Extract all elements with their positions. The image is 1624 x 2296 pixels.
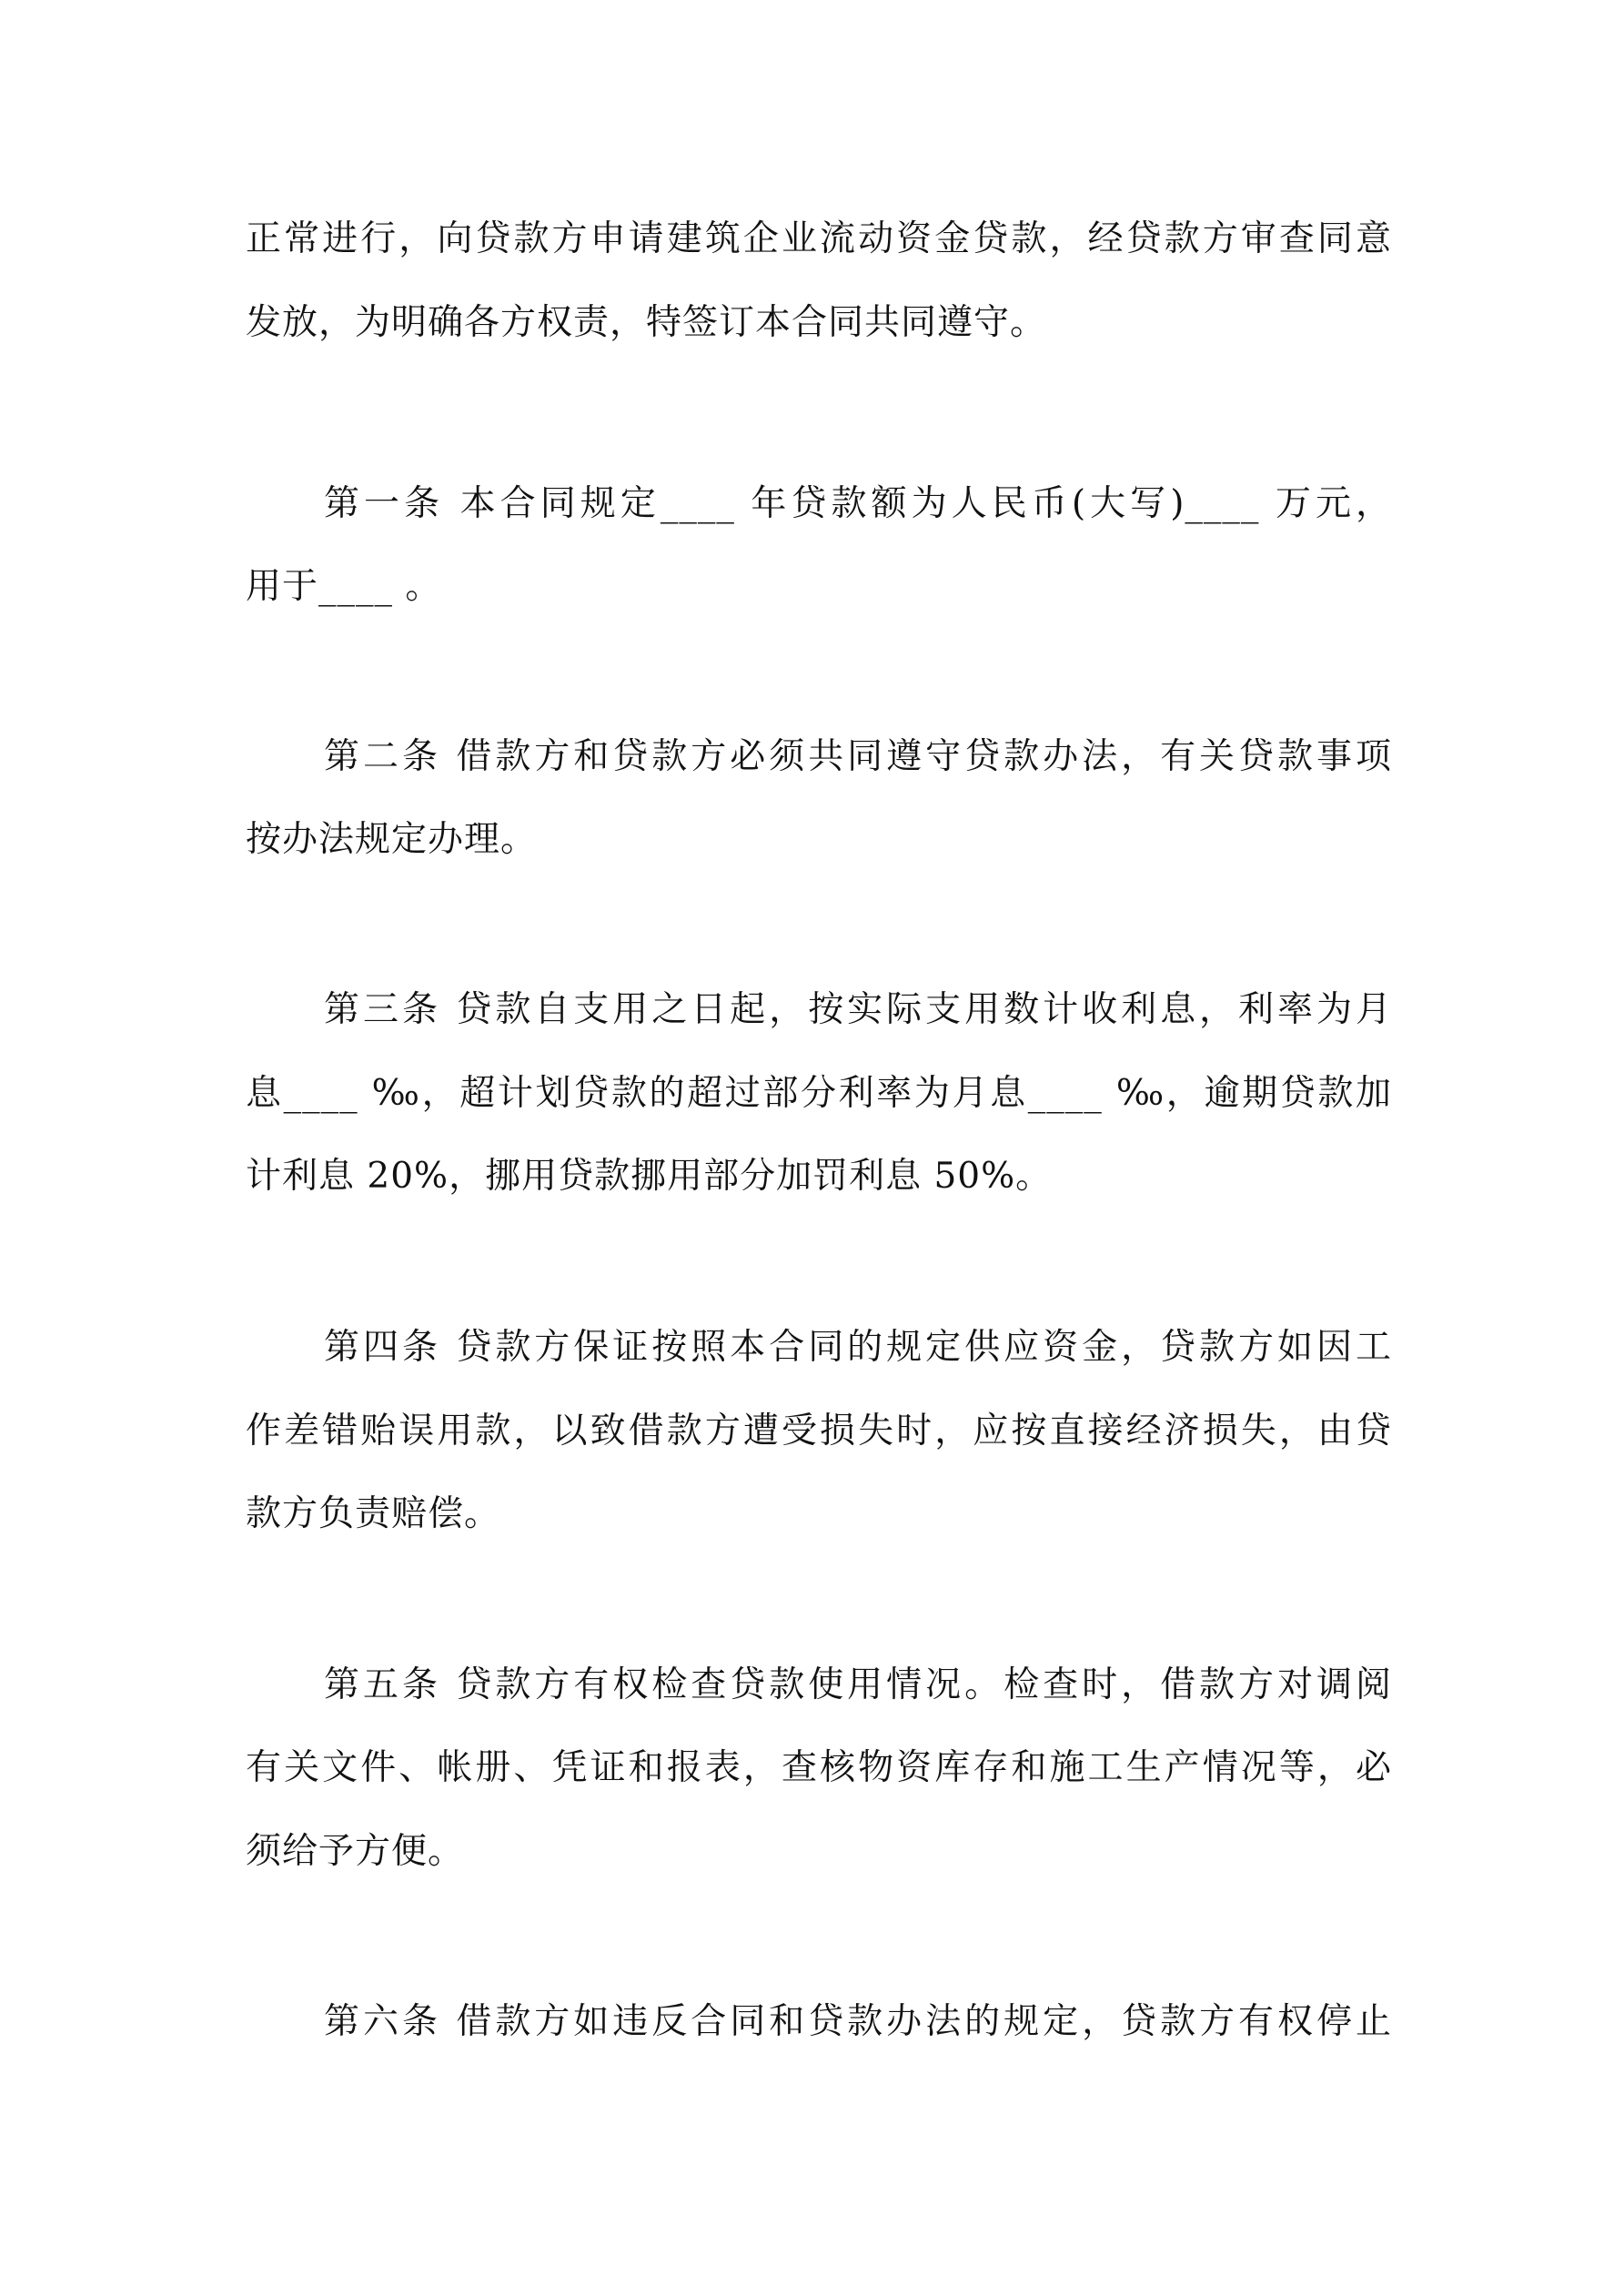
article-1-line-1: 第一条 本合同规定____ 年贷款额为人民币(大写)____ 万元，	[324, 483, 1392, 524]
article-3-line-2: 息____ ‰，超计划贷款的超过部分利率为月息____ ‰，逾期贷款加	[246, 1073, 1392, 1114]
article-3-line-3: 计利息 20%，挪用贷款挪用部分加罚利息 50%。	[246, 1156, 1053, 1197]
article-4-line-3: 款方负责赔偿。	[246, 1493, 501, 1534]
preamble-line-1: 正常进行，向贷款方申请建筑企业流动资金贷款，经贷款方审查同意	[246, 218, 1392, 259]
article-1-line-2: 用于____ 。	[246, 566, 442, 607]
article-4-line-2: 作差错贻误用款，以致借款方遭受损失时，应按直接经济损失，由贷	[246, 1411, 1392, 1451]
article-5-line-1: 第五条 贷款方有权检查贷款使用情况。检查时，借款方对调阅	[324, 1664, 1392, 1705]
article-5-line-2: 有关文件、帐册、凭证和报表，查核物资库存和施工生产情况等，必	[246, 1747, 1392, 1788]
preamble-line-2: 发放，为明确各方权责，特签订本合同共同遵守。	[246, 302, 1047, 343]
article-2-line-2: 按办法规定办理。	[246, 819, 538, 860]
article-5-line-3: 须给予方便。	[246, 1831, 465, 1872]
article-3-line-1: 第三条 贷款自支用之日起，按实际支用数计收利息，利率为月	[324, 989, 1392, 1030]
article-6-line-1: 第六条 借款方如违反合同和贷款办法的规定，贷款方有权停止	[324, 2001, 1392, 2042]
article-2-line-1: 第二条 借款方和贷款方必须共同遵守贷款办法，有关贷款事项	[324, 736, 1392, 777]
article-4-line-1: 第四条 贷款方保证按照本合同的规定供应资金，贷款方如因工	[324, 1327, 1392, 1368]
